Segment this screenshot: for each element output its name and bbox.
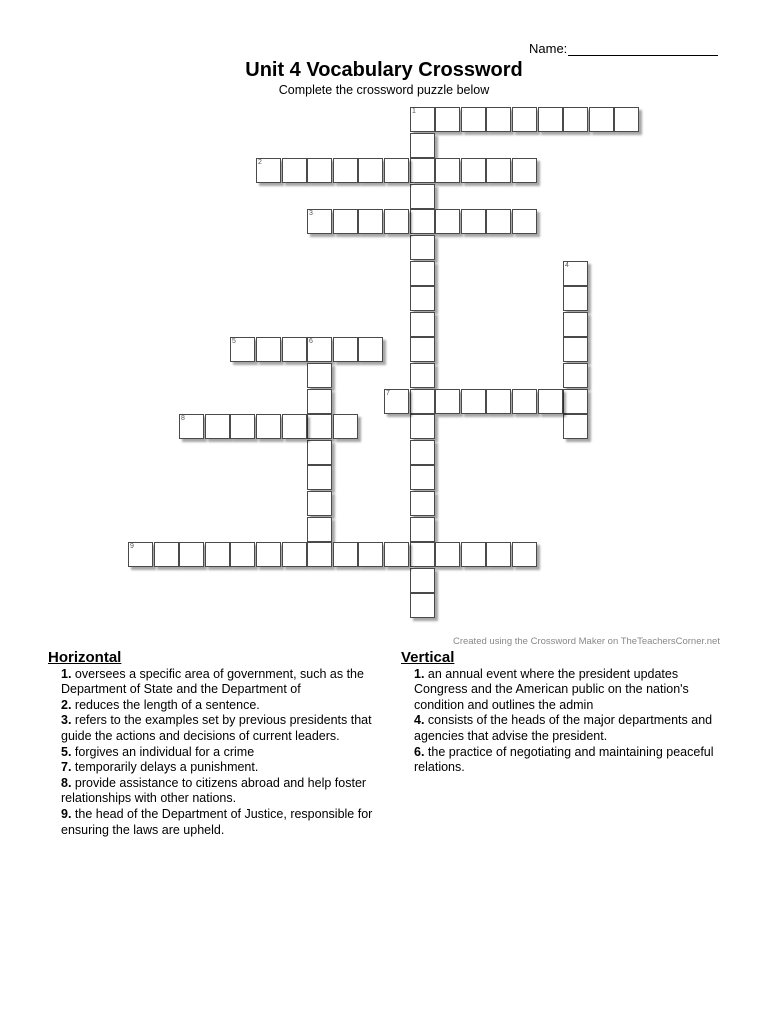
crossword-cell[interactable] (486, 389, 511, 414)
crossword-cell[interactable] (410, 184, 435, 209)
crossword-cell[interactable] (256, 158, 281, 183)
crossword-cell[interactable] (563, 389, 588, 414)
credit-line: Created using the Crossword Maker on TheTeachersCorner.net (452, 636, 720, 647)
horizontal-clue-list (48, 667, 378, 839)
cell-number: 7 (386, 390, 390, 397)
clue-text: forgives an individual for a crime (71, 744, 255, 759)
crossword-cell[interactable] (461, 542, 486, 567)
crossword-cell[interactable] (410, 133, 435, 158)
crossword-cell[interactable] (538, 107, 563, 132)
crossword-cell[interactable] (333, 414, 358, 439)
crossword-cell[interactable] (410, 593, 435, 618)
crossword-cell[interactable] (410, 440, 435, 465)
horizontal-clue-1 (48, 667, 378, 698)
crossword-cell[interactable] (282, 542, 307, 567)
crossword-cell[interactable] (307, 517, 332, 542)
clue-number: 8. (61, 775, 72, 790)
crossword-cell[interactable] (512, 542, 537, 567)
cell-number: 8 (181, 415, 185, 422)
vertical-clue-6 (401, 745, 721, 776)
crossword-cell[interactable] (205, 542, 230, 567)
crossword-cell[interactable] (307, 440, 332, 465)
crossword-cell[interactable] (563, 107, 588, 132)
crossword-cell[interactable] (230, 414, 255, 439)
crossword-cell[interactable] (256, 337, 281, 362)
clue-number: 6. (414, 744, 425, 759)
crossword-cell[interactable] (384, 389, 409, 414)
clue-text: the head of the Department of Justice, responsible for ensuring the laws are upheld. (61, 806, 373, 837)
crossword-cell[interactable] (410, 235, 435, 260)
crossword-cell[interactable] (410, 491, 435, 516)
horizontal-clue-3 (48, 713, 378, 744)
clue-text: consists of the heads of the major departments and agencies that advise the president. (414, 713, 713, 743)
clue-text: oversees a specific area of government, such as the Department of State and the Department of (61, 666, 364, 697)
crossword-cell[interactable] (614, 107, 639, 132)
crossword-cell[interactable] (486, 158, 511, 183)
crossword-cell[interactable] (358, 209, 383, 234)
crossword-cell[interactable] (333, 337, 358, 362)
clue-text: temporarily delays a punishment. (71, 760, 259, 775)
crossword-cell[interactable] (256, 542, 281, 567)
crossword-cell[interactable] (435, 542, 460, 567)
crossword-cell[interactable] (410, 568, 435, 593)
crossword-cell[interactable] (410, 337, 435, 362)
crossword-cell[interactable] (307, 542, 332, 567)
crossword-cell[interactable] (512, 389, 537, 414)
horizontal-clue-9 (48, 807, 378, 838)
crossword-cell[interactable] (538, 389, 563, 414)
clue-number: 1. (61, 666, 72, 681)
crossword-cell[interactable] (512, 209, 537, 234)
crossword-cell[interactable] (563, 337, 588, 362)
horizontal-clue-7 (48, 760, 378, 776)
crossword-cell[interactable] (410, 414, 435, 439)
cell-number: 6 (309, 338, 313, 345)
crossword-cell[interactable] (230, 542, 255, 567)
crossword-cell[interactable] (179, 542, 204, 567)
crossword-cell[interactable] (410, 389, 435, 414)
cell-number: 3 (309, 210, 313, 217)
crossword-cell[interactable] (154, 542, 179, 567)
crossword-cell[interactable] (563, 312, 588, 337)
vertical-clues (401, 650, 721, 776)
clue-number: 3. (61, 713, 72, 728)
crossword-cell[interactable] (230, 337, 255, 362)
clue-number: 9. (61, 806, 72, 821)
crossword-cell[interactable] (410, 158, 435, 183)
clue-text: the practice of negotiating and maintaining peaceful relations. (414, 744, 714, 775)
crossword-cell[interactable] (410, 286, 435, 311)
crossword-cell[interactable] (358, 158, 383, 183)
crossword-cell[interactable] (461, 107, 486, 132)
horizontal-clue-8 (48, 776, 378, 807)
clue-number: 7. (61, 760, 72, 775)
crossword-cell[interactable] (512, 158, 537, 183)
crossword-cell[interactable] (307, 158, 332, 183)
crossword-cell[interactable] (179, 414, 204, 439)
crossword-cell[interactable] (384, 209, 409, 234)
cell-number: 5 (232, 338, 236, 345)
crossword-cell[interactable] (384, 158, 409, 183)
crossword-cell[interactable] (307, 414, 332, 439)
vertical-clue-1 (401, 667, 721, 714)
crossword-cell[interactable] (410, 209, 435, 234)
crossword-cell[interactable] (282, 337, 307, 362)
crossword-cell[interactable] (410, 312, 435, 337)
horizontal-heading: Horizontal (48, 649, 122, 666)
clue-text: an annual event where the president updates Congress and the American public on the nation's condition and outlines the admin (414, 666, 689, 712)
crossword-cell[interactable] (307, 337, 332, 362)
horizontal-clue-5 (48, 745, 378, 761)
vertical-heading: Vertical (401, 649, 455, 666)
crossword-cell[interactable] (358, 542, 383, 567)
clue-number: 1. (414, 666, 425, 681)
clue-text: reduces the length of a sentence. (71, 697, 260, 712)
page-subtitle: Complete the crossword puzzle below (278, 83, 490, 97)
horizontal-clue-2 (48, 698, 378, 714)
crossword-cell[interactable] (333, 542, 358, 567)
crossword-cell[interactable] (410, 542, 435, 567)
crossword-cell[interactable] (563, 363, 588, 388)
crossword-cell[interactable] (435, 209, 460, 234)
clue-number: 2. (61, 697, 72, 712)
crossword-cell[interactable] (486, 107, 511, 132)
crossword-cell[interactable] (486, 209, 511, 234)
crossword-cell[interactable] (128, 542, 153, 567)
crossword-cell[interactable] (461, 209, 486, 234)
crossword-cell[interactable] (384, 542, 409, 567)
clue-number: 5. (61, 744, 72, 759)
crossword-cell[interactable] (410, 517, 435, 542)
crossword-cell[interactable] (435, 107, 460, 132)
crossword-cell[interactable] (307, 209, 332, 234)
crossword-cell[interactable] (461, 158, 486, 183)
crossword-cell[interactable] (307, 465, 332, 490)
clue-number: 4. (414, 713, 425, 728)
crossword-cell[interactable] (410, 465, 435, 490)
crossword-cell[interactable] (589, 107, 614, 132)
crossword-cell[interactable] (461, 389, 486, 414)
crossword-cell[interactable] (282, 414, 307, 439)
crossword-cell[interactable] (333, 158, 358, 183)
crossword-cell[interactable] (410, 261, 435, 286)
crossword-cell[interactable] (410, 107, 435, 132)
crossword-cell[interactable] (282, 158, 307, 183)
page-title: Unit 4 Vocabulary Crossword (245, 59, 523, 81)
cell-number: 2 (258, 159, 262, 166)
crossword-cell[interactable] (307, 491, 332, 516)
crossword-cell[interactable] (410, 363, 435, 388)
cell-number: 9 (130, 543, 134, 550)
crossword-cell[interactable] (563, 261, 588, 286)
cell-number: 4 (565, 262, 569, 269)
crossword-cell[interactable] (333, 209, 358, 234)
crossword-cell[interactable] (563, 414, 588, 439)
horizontal-clues (48, 650, 378, 838)
crossword-cell[interactable] (563, 286, 588, 311)
crossword-cell[interactable] (435, 158, 460, 183)
crossword-cell[interactable] (435, 389, 460, 414)
crossword-cell[interactable] (307, 389, 332, 414)
crossword-cell[interactable] (307, 363, 332, 388)
name-label: Name: (529, 41, 568, 56)
vertical-clue-4 (401, 713, 721, 744)
clue-text: refers to the examples set by previous presidents that guide the actions and decisions of current leaders. (61, 713, 372, 743)
crossword-cell[interactable] (205, 414, 230, 439)
crossword-cell[interactable] (358, 337, 383, 362)
clue-text: provide assistance to citizens abroad and help foster relationships with other nations. (61, 775, 367, 806)
crossword-cell[interactable] (486, 542, 511, 567)
cell-number: 1 (412, 108, 416, 115)
crossword-cell[interactable] (256, 414, 281, 439)
vertical-clue-list (401, 667, 721, 776)
crossword-cell[interactable] (512, 107, 537, 132)
